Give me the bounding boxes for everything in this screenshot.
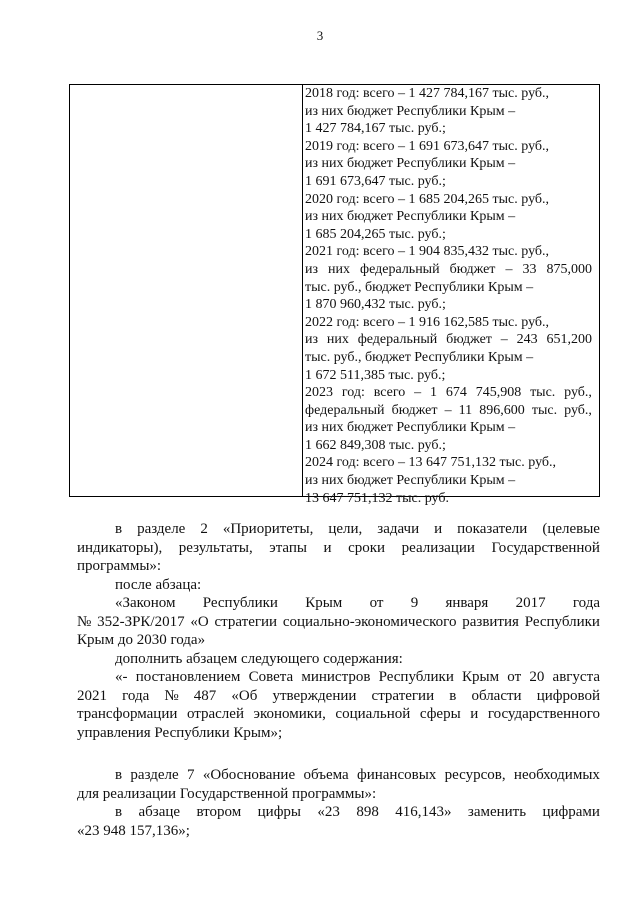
section-7-line-3 (77, 803, 600, 822)
word: цели, (328, 521, 363, 537)
word: и (323, 539, 332, 556)
word: – (500, 332, 508, 348)
word: из (305, 332, 319, 348)
funding-line: 2021 год: всего – 1 904 835,432 тыс. руб., (305, 244, 550, 260)
word: экономики, (253, 706, 326, 722)
funding-line: 2022 год: всего – 1 916 162,585 тыс. руб., (305, 314, 550, 330)
word: развития (462, 613, 519, 630)
section-7-line-4: «23 948 157,136»; (77, 822, 190, 839)
funding-line: тыс. руб., бюджет Республики Крым – (305, 279, 534, 295)
word: федеральный (305, 402, 385, 418)
funding-line: из них бюджет Республики Крым – (305, 156, 516, 172)
new-line-3 (77, 705, 600, 724)
funding-line: из них бюджет Республики Крым – (305, 209, 516, 225)
word: 11 (458, 402, 473, 418)
funding-line: 2018 год: всего – 1 427 784,167 тыс. руб., (305, 86, 550, 101)
new-line-1 (77, 668, 600, 687)
word: из (305, 261, 319, 277)
word: бюджет (446, 332, 492, 348)
word: отраслей (186, 706, 244, 722)
word: 9 (410, 595, 419, 611)
word: Крым (462, 669, 500, 685)
word: 875,000 (546, 261, 592, 277)
word: 20 (529, 669, 545, 685)
word: социальной (335, 706, 411, 722)
new-line-2 (77, 687, 600, 706)
funding-line: из них бюджет Республики Крым – (305, 103, 516, 119)
word: 1 (429, 385, 437, 401)
word: руб., (564, 385, 592, 401)
funding-line: 1 672 511,385 тыс. руб.; (305, 367, 446, 383)
word: «О (190, 613, 209, 630)
funding-line (305, 402, 592, 420)
word: 2017 (515, 595, 546, 611)
word: августа (552, 669, 600, 685)
funding-line: тыс. руб., бюджет Республики Крым – (305, 349, 534, 365)
word: 416,143» (395, 804, 452, 820)
word: 896,600 (479, 402, 525, 418)
word: сферы (419, 706, 461, 722)
section-7-line-1 (77, 766, 600, 785)
word: объема (303, 767, 349, 783)
word: Совета (248, 669, 294, 685)
word: 2023 (305, 385, 333, 401)
word: стратегии (371, 687, 435, 704)
word: разделе (137, 521, 186, 537)
quote-line-1 (77, 594, 600, 613)
word: Республики (378, 669, 454, 685)
word: 2 (200, 521, 208, 537)
word: 487 (193, 687, 217, 704)
word: и (470, 706, 479, 722)
word: заменить (467, 804, 527, 820)
word: 898 (356, 804, 379, 820)
word: Государственной (491, 539, 600, 556)
word: втором (196, 804, 242, 820)
word: Республики (202, 595, 278, 611)
word: бюджет (449, 261, 496, 277)
section-2-line-3: программы»: (77, 558, 162, 574)
funding-line: из них бюджет Республики Крым – (305, 420, 516, 436)
word: федеральный (357, 332, 438, 348)
word: необходимых (513, 767, 600, 783)
word: цифровой (536, 687, 600, 704)
funding-line: 2020 год: всего – 1 685 204,265 тыс. руб., (305, 191, 550, 207)
word: в (115, 521, 123, 537)
word: 33 (522, 261, 537, 277)
word: «Об (231, 687, 258, 704)
word: этапы (269, 539, 307, 556)
funding-cell (305, 85, 597, 507)
word: «- (115, 669, 128, 685)
word: в (449, 687, 457, 704)
word: цифры (257, 804, 302, 820)
word: 243 (516, 332, 538, 348)
word: «23 (317, 804, 340, 820)
section-7-line-2: для реализации Государственной программы»: (77, 785, 377, 802)
funding-line (305, 331, 592, 349)
word: министров (301, 669, 371, 685)
word: 651,200 (546, 332, 592, 348)
word: года (122, 687, 150, 704)
word: утверждении (272, 687, 357, 704)
funding-line: 1 662 849,308 тыс. руб.; (305, 437, 446, 453)
word: от (369, 595, 384, 611)
word: руб., (564, 402, 592, 418)
funding-line: 1 427 784,167 тыс. руб.; (305, 121, 446, 137)
word: сроки (348, 539, 386, 556)
word: всего (373, 385, 406, 401)
word: (целевые (542, 521, 600, 537)
word: Республики (524, 613, 600, 630)
word: 745,908 (475, 385, 522, 401)
word: – (505, 261, 513, 277)
after-paragraph: после абзаца: (115, 576, 202, 593)
word: 2021 (77, 687, 107, 704)
word: 7 (187, 767, 195, 783)
table-divider (302, 85, 303, 496)
funding-line: 1 870 960,432 тыс. руб.; (305, 297, 446, 313)
word: разделе (130, 767, 179, 783)
section-2-amendment (77, 520, 600, 742)
word: абзаце (138, 804, 181, 820)
word: «Приоритеты, (222, 521, 314, 537)
word: № (164, 687, 179, 704)
funding-line: 13 647 751,132 тыс. руб. (305, 490, 449, 506)
word: «Обоснование (202, 767, 296, 783)
word: результаты, (178, 539, 253, 556)
section-2-line-2 (77, 539, 600, 558)
word: социально-экономического (282, 613, 457, 630)
funding-line (305, 384, 592, 402)
funding-table (69, 84, 600, 506)
word: государственного (487, 706, 600, 722)
word: постановлением (135, 669, 241, 685)
word: 352-ЗРК/2017 (97, 613, 185, 630)
word: тыс. (531, 402, 558, 418)
page-number: 3 (316, 28, 324, 43)
section-7-amendment (77, 766, 600, 840)
word: год: (341, 385, 365, 401)
word: в (115, 767, 123, 783)
word: Крым (305, 595, 343, 611)
word: задачи (377, 521, 420, 537)
word: № (77, 613, 92, 630)
word: 674 (445, 385, 467, 401)
word: «Законом (115, 595, 176, 611)
new-line-4: управления Республики Крым»; (77, 724, 283, 741)
word: года (572, 595, 600, 611)
funding-line: 2024 год: всего – 13 647 751,132 тыс. руб., (305, 455, 557, 471)
word: цифрами (542, 804, 600, 820)
word: трансформации (77, 706, 178, 722)
word: бюджет (391, 402, 438, 418)
word: тыс. (530, 385, 556, 401)
word: реализации (401, 539, 475, 556)
word: января (445, 595, 489, 611)
funding-line: 1 685 204,265 тыс. руб.; (305, 226, 446, 242)
word: показатели (457, 521, 528, 537)
word: федеральный (360, 261, 440, 277)
quote-line-2 (77, 613, 600, 632)
word: в (115, 804, 123, 820)
quote-line-3: Крым до 2030 года» (77, 632, 206, 648)
funding-line: из них бюджет Республики Крым – (305, 473, 516, 489)
word: и (434, 521, 443, 537)
funding-line (305, 261, 592, 279)
word: области (471, 687, 522, 704)
funding-line: 2019 год: всего – 1 691 673,647 тыс. руб., (305, 138, 550, 154)
word: них (326, 332, 349, 348)
word: финансовых (357, 767, 437, 783)
section-2-line-1 (77, 520, 600, 539)
word: – (444, 402, 452, 418)
word: от (507, 669, 522, 685)
funding-line: 1 691 673,647 тыс. руб.; (305, 173, 446, 189)
word: индикаторы), (77, 539, 163, 556)
word: ресурсов, (444, 767, 506, 783)
add-paragraph: дополнить абзацем следующего содержания: (115, 650, 403, 667)
word: – (414, 385, 422, 401)
word: стратегии (214, 613, 278, 630)
word: них (328, 261, 351, 277)
